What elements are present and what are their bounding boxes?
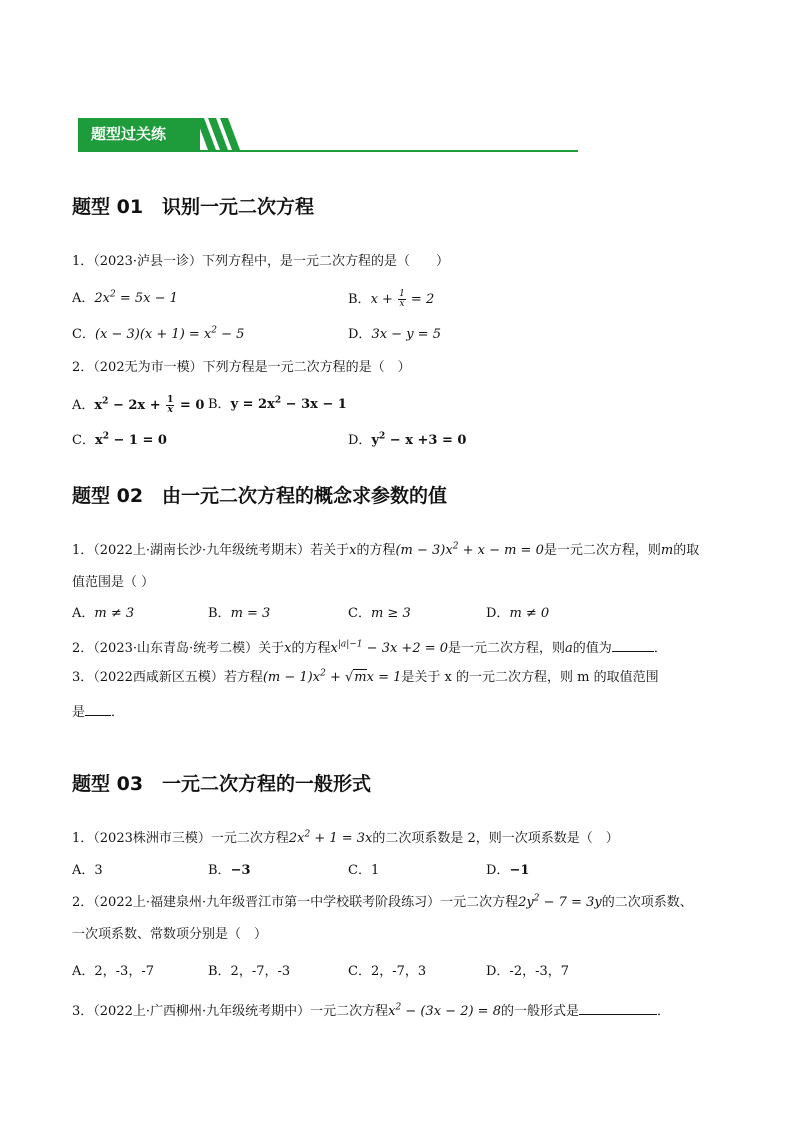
text: 是一元二次方程，则 (543, 543, 661, 558)
option-label: D． (348, 327, 372, 342)
option-label: C． (348, 606, 371, 621)
s2-q1-option-a: A．m ≠ 3 (72, 606, 135, 621)
s1-q1-option-c: C．$(x - 3)(x + 1) = x^2 - 5$ (72, 325, 245, 342)
s3-q2-option-d: D．-2，-3，7 (486, 964, 570, 979)
text: ． (111, 705, 125, 720)
text: 的一般形式是 (500, 1004, 579, 1019)
text: 是一元二次方程，则 (448, 641, 566, 656)
text: 3．（2022上·广西柳州·九年级统考期中）一元二次方程 (72, 1004, 389, 1019)
stripes-icon (196, 118, 242, 152)
s1-q1-option-d: D．3x − y = 5 (348, 327, 441, 342)
text: 是 (72, 705, 86, 720)
s1-q2-stem: 2．（202无为市一模）下列方程是一元二次方程的是（ ） (72, 360, 411, 375)
s1-q1-option-b: B．x + $\frac{1}{x}$ = 2 (348, 289, 435, 309)
text: 是关于 x 的一元二次方程，则 m 的取值范围 (401, 670, 659, 685)
s3-q2-option-a: A．2，-3，-7 (72, 964, 154, 979)
option-label: A． (72, 291, 95, 306)
option-label: A． (72, 398, 95, 413)
text: ． (656, 1004, 670, 1019)
text: 1．（2023株洲市三模）一元二次方程 (72, 831, 289, 846)
s3-q2-line2: 一次项系数、常数项分别是（ ） (72, 927, 268, 942)
option-label: D． (486, 863, 510, 878)
answer-blank (85, 701, 111, 716)
option-label: B． (208, 397, 231, 412)
option-label: C． (72, 433, 95, 448)
text: 的值为 (572, 641, 612, 656)
text: 的方程 (291, 641, 331, 656)
s2-q3-stem: 3．（2022西咸新区五模）若方程$(m - 1)x^2 + √mx = 1$是关于 x 的一元二次方程，则 m 的取值范围 (72, 668, 659, 685)
s2-q1-stem: 1．（2022上·湖南长沙·九年级统考期末）若关于x的方程$(m - 3)x^2 + x - m = 0$是一元二次方程，则m的取 (72, 541, 700, 558)
section-title-02: 题型 02 由一元二次方程的概念求参数的值 (72, 485, 448, 507)
option-label: B． (208, 863, 231, 878)
s2-q1-option-d: D．m ≠ 0 (486, 606, 550, 621)
s1-q2-option-c: C．$x^2 - 1 = 0$ (72, 431, 167, 448)
s2-q3-line2 (72, 701, 124, 722)
text: 2．（2023·山东青岛·统考二模）关于 (72, 641, 285, 656)
text: 的二次项系数、 (601, 895, 693, 910)
section-banner (78, 118, 578, 154)
banner-label: 题型过关练 (91, 125, 167, 143)
section-title-01: 题型 01 识别一元二次方程 (72, 196, 315, 218)
s1-q2-option-b: B．$y = 2x^2 - 3x - 1$ (208, 395, 347, 412)
s2-q1-option-c: C．m ≥ 3 (348, 606, 411, 621)
s1-q1-option-a: A．$2x^2 = 5x - 1$ (72, 289, 178, 306)
banner-underline (78, 150, 578, 152)
answer-blank (612, 637, 654, 652)
option-label: D． (486, 606, 510, 621)
text: 的取 (673, 543, 700, 558)
s3-q3-stem: 3．（2022上·广西柳州·九年级统考期中）一元二次方程$x^2 - (3x - 2) = 8$的一般形式是 ． (72, 1000, 670, 1021)
s2-q1-option-b: B．m = 3 (208, 606, 271, 621)
s1-q1-stem: 1．（2023·泸县一诊）下列方程中，是一元二次方程的是（ ） (72, 254, 449, 269)
s3-q1-option-b: B．−3 (208, 863, 251, 878)
s2-q1-line2: 值范围是（ ） (72, 575, 155, 590)
option-label: B． (208, 606, 231, 621)
s1-q2-option-d: D．$y^2 - x +3 = 0$ (348, 431, 467, 448)
text: 1．（2022上·湖南长沙·九年级统考期末）若关于 (72, 543, 350, 558)
text: ． (653, 641, 667, 656)
text: 2．（2022上·福建泉州·九年级晋江市第一中学校联考阶段练习）一元二次方程 (72, 895, 519, 910)
s3-q2-option-c: C．2，-7，3 (348, 964, 427, 979)
answer-blank (579, 1000, 657, 1015)
s2-q2-stem: 2．（2023·山东青岛·统考二模）关于x的方程$x^{|a|-1} - 3x +2 = 0$是一元二次方程，则a的值为 ． (72, 637, 667, 658)
s3-q1-option-d: D．−1 (486, 863, 530, 878)
text: 的二次项系数是 2，则一次项系数是（ ） (372, 831, 619, 846)
s1-q2-option-a: A．$x^2 - 2x$ + $\frac{1}{x}$ = 0 (72, 395, 205, 415)
option-label: C． (72, 327, 95, 342)
s3-q1-option-c: C．1 (348, 863, 380, 878)
s3-q1-option-a: A．3 (72, 863, 103, 878)
option-label: B． (348, 292, 371, 307)
section-title-03: 题型 03 一元二次方程的一般形式 (72, 773, 372, 795)
text: 3．（2022西咸新区五模）若方程 (72, 670, 263, 685)
s3-q2-stem: 2．（2022上·福建泉州·九年级晋江市第一中学校联考阶段练习）一元二次方程$2y^2 - 7 = 3y$的二次项系数、 (72, 893, 693, 910)
s3-q1-stem: 1．（2023株洲市三模）一元二次方程$2x^2 + 1 = 3x$的二次项系数是 2，则一次项系数是（ ） (72, 829, 619, 846)
text: 的方程 (356, 543, 396, 558)
option-label: D． (348, 433, 372, 448)
s3-q2-option-b: B．2，-7，-3 (208, 964, 291, 979)
option-label: A． (72, 606, 95, 621)
